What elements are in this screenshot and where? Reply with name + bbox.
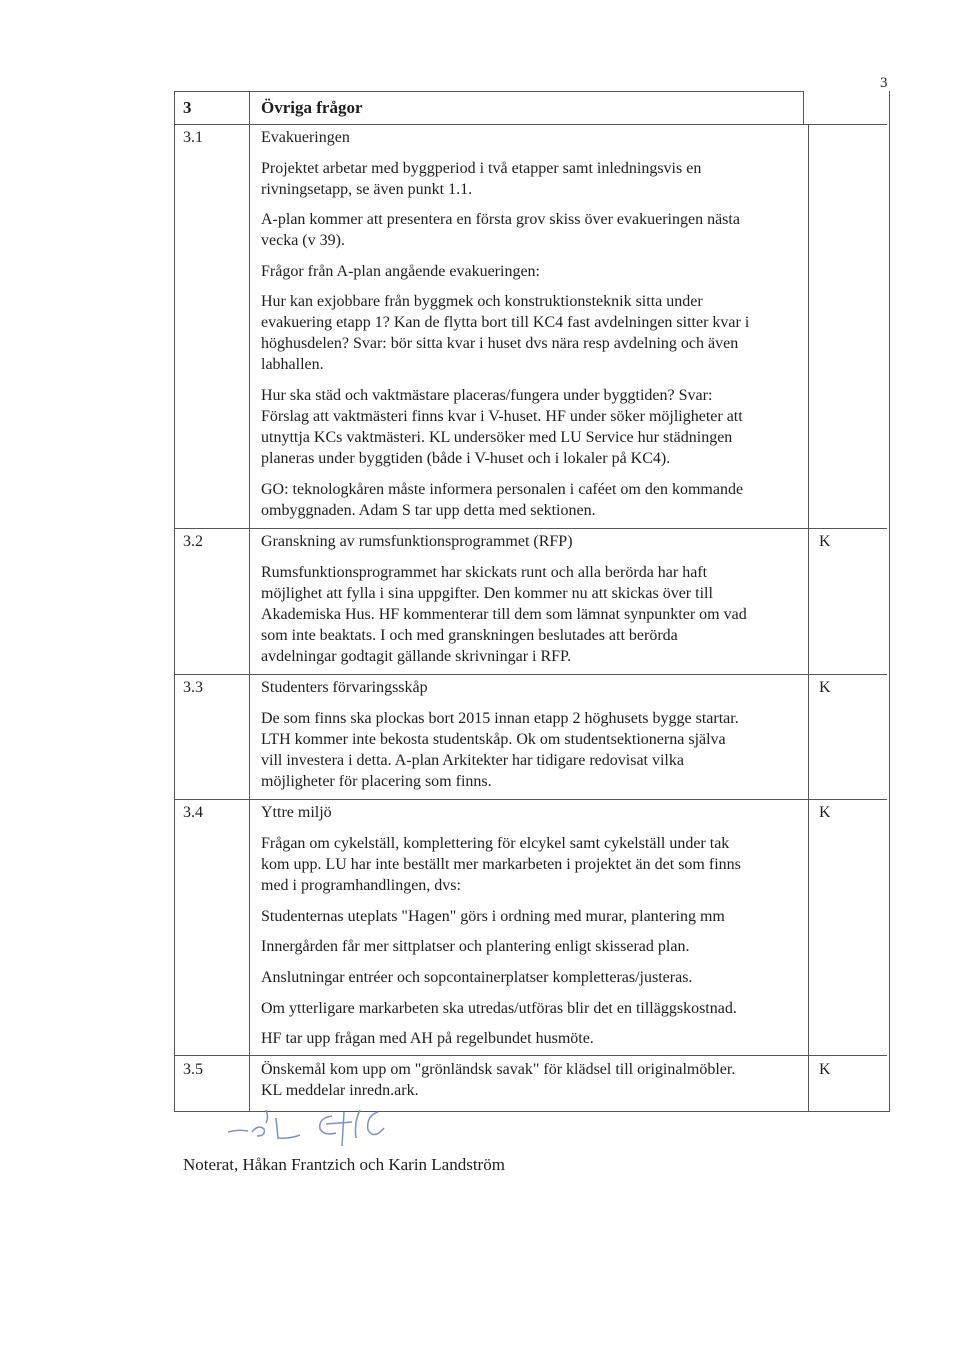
item-number: 3.2 xyxy=(183,533,203,550)
body-line: Frågan om cykelställ, komplettering för elcykel samt cykelställ under tak xyxy=(261,835,730,852)
handwritten-signature xyxy=(228,1102,418,1162)
item-title: Önskemål kom upp om "grönländsk savak" för klädsel till originalmöbler. xyxy=(261,1061,736,1078)
item-title: Studenters förvaringsskåp xyxy=(261,679,428,696)
item-number: 3.3 xyxy=(183,679,203,696)
item-marker: K xyxy=(819,533,831,550)
body-line: rivningsetapp, se även punkt 1.1. xyxy=(261,181,473,198)
body-line: KL meddelar inredn.ark. xyxy=(261,1082,419,1099)
body-line: Studenternas uteplats "Hagen" görs i ordning med murar, plantering mm xyxy=(261,908,725,925)
body-line: möjligheter för placering som finns. xyxy=(261,773,492,790)
body-line: Förslag att vaktmästeri finns kvar i V-huset. HF under söker möjligheter att xyxy=(261,408,743,425)
item-number: 3.1 xyxy=(183,129,203,146)
body-line: evakuering etapp 1? Kan de flytta bort till KC4 fast avdelningen sitter kvar i xyxy=(261,314,750,331)
body-line: De som finns ska plockas bort 2015 innan etapp 2 höghusets bygge startar. xyxy=(261,710,739,727)
section-number: 3 xyxy=(183,98,192,117)
body-line: höghusdelen? Svar: bör sitta kvar i huset dvs nära resp avdelning och även xyxy=(261,335,739,352)
row-divider xyxy=(175,124,887,125)
body-line: labhallen. xyxy=(261,356,324,373)
row-divider xyxy=(175,528,887,529)
item-number: 3.5 xyxy=(183,1061,203,1078)
body-line: A-plan kommer att presentera en första grov skiss över evakueringen nästa xyxy=(261,211,740,228)
body-line: kom upp. LU har inte beställt mer markarbeten i projektet än det som finns xyxy=(261,856,741,873)
body-line: LTH kommer inte bekosta studentskåp. Ok om studentsektionerna själva xyxy=(261,731,726,748)
body-line: ombyggnaden. Adam S tar upp detta med sektionen. xyxy=(261,502,596,519)
noterat-line: Noterat, Håkan Frantzich och Karin Landström xyxy=(183,1155,505,1174)
body-line: vecka (v 39). xyxy=(261,232,345,249)
body-line: Om ytterligare markarbeten ska utredas/utföras blir det en tilläggskostnad. xyxy=(261,1000,737,1017)
body-line: Hur ska städ och vaktmästare placeras/fungera under byggtiden? Svar: xyxy=(261,387,713,404)
body-line: utnyttja KCs vaktmästeri. KL undersöker med LU Service hur städningen xyxy=(261,429,733,446)
column-divider xyxy=(808,124,809,1111)
body-line: Rumsfunktionsprogrammet har skickats runt och alla berörda har haft xyxy=(261,564,708,581)
body-line: Akademiska Hus. HF kommenterar till dem som lämnat synpunkter om vad xyxy=(261,606,747,623)
row-divider xyxy=(175,799,887,800)
body-line: HF tar upp frågan med AH på regelbundet husmöte. xyxy=(261,1030,594,1047)
item-title: Yttre miljö xyxy=(261,804,332,821)
body-line: Hur kan exjobbare från byggmek och konstruktionsteknik sitta under xyxy=(261,293,703,310)
column-divider xyxy=(249,91,250,1111)
body-line: Innergården får mer sittplatser och plantering enligt skisserad plan. xyxy=(261,938,690,955)
page-number: 3 xyxy=(880,75,888,91)
body-line: Projektet arbetar med byggperiod i två etapper samt inledningsvis en xyxy=(261,160,702,177)
body-line: Anslutningar entréer och sopcontainerplatser kompletteras/justeras. xyxy=(261,969,693,986)
item-marker: K xyxy=(819,679,831,696)
item-number: 3.4 xyxy=(183,804,203,821)
item-title: Evakueringen xyxy=(261,129,350,146)
body-line: möjlighet att fylla i sina uppgifter. Den kommer nu att skickas över till xyxy=(261,585,713,602)
body-line: som inte beaktats. I och med granskningen beslutades att berörda xyxy=(261,627,678,644)
body-line: vill investera i detta. A-plan Arkitekter har tidigare redovisat vilka xyxy=(261,752,684,769)
minutes-table xyxy=(174,91,890,1112)
item-title: Granskning av rumsfunktionsprogrammet (RFP) xyxy=(261,533,573,550)
item-marker: K xyxy=(819,1061,831,1078)
item-marker: K xyxy=(819,804,831,821)
section-title: Övriga frågor xyxy=(261,98,363,117)
body-line: med i programhandlingen, dvs: xyxy=(261,877,461,894)
body-line: avdelningar godtagit gällande skrivningar i RFP. xyxy=(261,648,572,665)
body-line: GO: teknologkåren måste informera personalen i caféet om den kommande xyxy=(261,481,744,498)
row-divider xyxy=(175,1055,887,1056)
row-divider xyxy=(175,91,803,92)
column-divider xyxy=(803,91,804,124)
body-line: planeras under byggtiden (både i V-huset och i lokaler på KC4). xyxy=(261,450,671,467)
body-line: Frågor från A-plan angående evakueringen: xyxy=(261,263,540,280)
row-divider xyxy=(175,674,887,675)
